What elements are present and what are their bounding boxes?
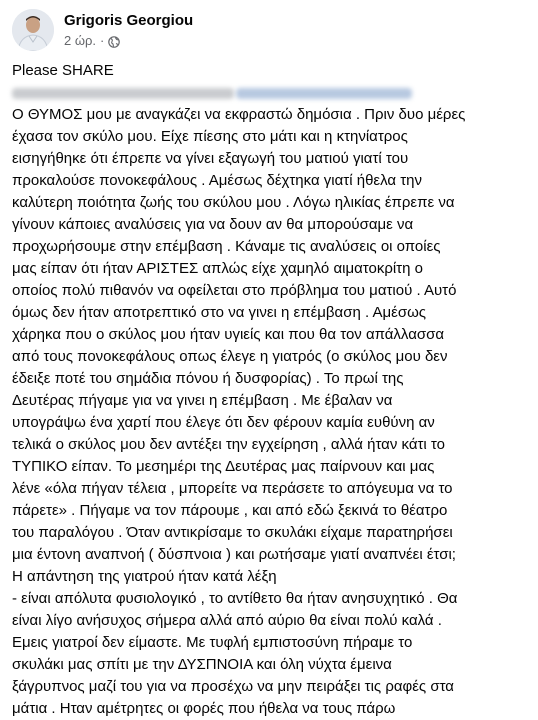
post-text-line: έχασα τον σκύλο μου. Είχε πίεσης στο μάτι και η κτηνίατρος xyxy=(12,128,408,145)
post-header xyxy=(12,8,193,52)
post-text-line: ξάγρυπνος μαζί του για να προσέχω να μην πειράξει τις ραφές στα xyxy=(12,678,454,695)
post-text-line: οποίος πολύ πιθανόν να οφείλεται στο πρόβλημα του ματιού . Αυτό xyxy=(12,282,457,299)
post-text-line: εισηγήθηκε ότι έπρεπε να γίνει εξαγωγή του ματιού γιατί του xyxy=(12,150,409,167)
post-text-line: προχωρήσουμε στην επέμβαση . Κάναμε τις αναλύσεις οι οποίες xyxy=(12,238,441,255)
post-text-line: όμως δεν ήταν αποτρεπτικό στο να γινει η επέμβαση . Αμέσως xyxy=(12,304,427,321)
redacted-link xyxy=(236,88,412,99)
post-text-line: Εμεις γιατροί δεν είμαστε. Με τυφλή εμπιστοσύνη πήραμε το xyxy=(12,634,413,651)
author-avatar[interactable] xyxy=(12,9,54,51)
post-text-line: - είναι απόλυτα φυσιολογικό , το αντίθετο θα ήταν ανησυχητικό . Θα xyxy=(12,590,458,607)
post-timestamp[interactable]: 2 ώρ. xyxy=(64,33,96,48)
post-text-line: Δευτέρας πήγαμε για να γινει η επέμβαση . Με έβαλαν να xyxy=(12,392,393,409)
post-text-line: είναι λίγο ανήσυχος σήμερα αλλά από αύριο θα είναι πολύ καλά . xyxy=(12,612,442,629)
post-body xyxy=(12,60,532,720)
author-name[interactable]: Grigoris Georgiou xyxy=(64,12,194,29)
post-text-line: τελικά ο σκύλος μου δεν αντέξει την εγχείρηση , αλλά ήταν κάτι το xyxy=(12,436,445,453)
post-text-line: μάτια . Ηταν αμέτρητες οι φορές που ήθελα να τους πάρω xyxy=(12,700,396,717)
post-text-line: υπογράψω ένα χαρτί που έλεγε ότι δεν φέρουν καμία ευθύνη αν xyxy=(12,414,435,431)
post-text-line: πάρετε» . Πήγαμε να τον πάρουμε , και από εδώ ξεκινά το θέατρο xyxy=(12,502,448,519)
post-text-line: ΤΥΠΙΚΟ είπαν. Το μεσημέρι της Δευτέρας μας παίρνουν και μας xyxy=(12,458,435,475)
post-text-line: από τους πονοκεφάλους οπως έλεγε η γιατρός (ο σκύλος μου δεν xyxy=(12,348,448,365)
post-text-line: έδειξε ποτέ του σημάδια πόνου ή δυσφορίας) . Το πρωί της xyxy=(12,370,404,387)
post-text-line: καλύτερη ποιότητα ζωής του σκύλου μου . Λόγω ηλικίας έπρεπε να xyxy=(12,194,455,211)
post-text-line: Please SHARE xyxy=(12,62,114,79)
globe-icon[interactable] xyxy=(108,35,120,47)
avatar-portrait-icon xyxy=(12,9,54,51)
post-meta xyxy=(64,11,193,49)
meta-separator: · xyxy=(100,33,105,48)
post-text-line: μας είπαν ότι ήταν ΑΡΙΣΤΕΣ απλώς είχε χαμηλό αιματοκρίτη ο xyxy=(12,260,423,277)
redacted-text xyxy=(12,88,234,99)
post-text-line: Η απάντηση της γιατρού ήταν κατά λέξη xyxy=(12,568,277,585)
post-text-line: μια έντονη αναπνοή ( δύσπνοια ) και ρωτήσαμε γιατί αναπνέει έτσι; xyxy=(12,546,456,563)
post-text-line: του παραλόγου . Όταν αντικρίσαμε το σκυλάκι είχαμε παρατηρήσει xyxy=(12,524,453,541)
post-text-line: λένε «όλα πήγαν τέλεια , μπορείτε να περάσετε το απόγευμα να το xyxy=(12,480,453,497)
post-subline xyxy=(64,32,193,49)
blurred-redacted-line xyxy=(12,82,532,104)
post-text-line: Ο ΘΥΜΟΣ μου με αναγκάζει να εκφραστώ δημόσια . Πριν δυο μέρες xyxy=(12,106,466,123)
post-text-line: χάρηκα που ο σκύλος μου ήταν υγιείς και που θα τον απάλλασσα xyxy=(12,326,445,343)
post-text-line: προκαλούσε πονοκεφάλους . Αμέσως δέχτηκα γιατί ήθελα την xyxy=(12,172,422,189)
post-text-line: σκυλάκι μας σπίτι με την ΔΥΣΠΝΟΙΑ και όλη νύχτα έμεινα xyxy=(12,656,392,673)
post-text-line: γίνουν κάποιες αναλύσεις για να δουν αν θα μπορούσαμε να xyxy=(12,216,414,233)
